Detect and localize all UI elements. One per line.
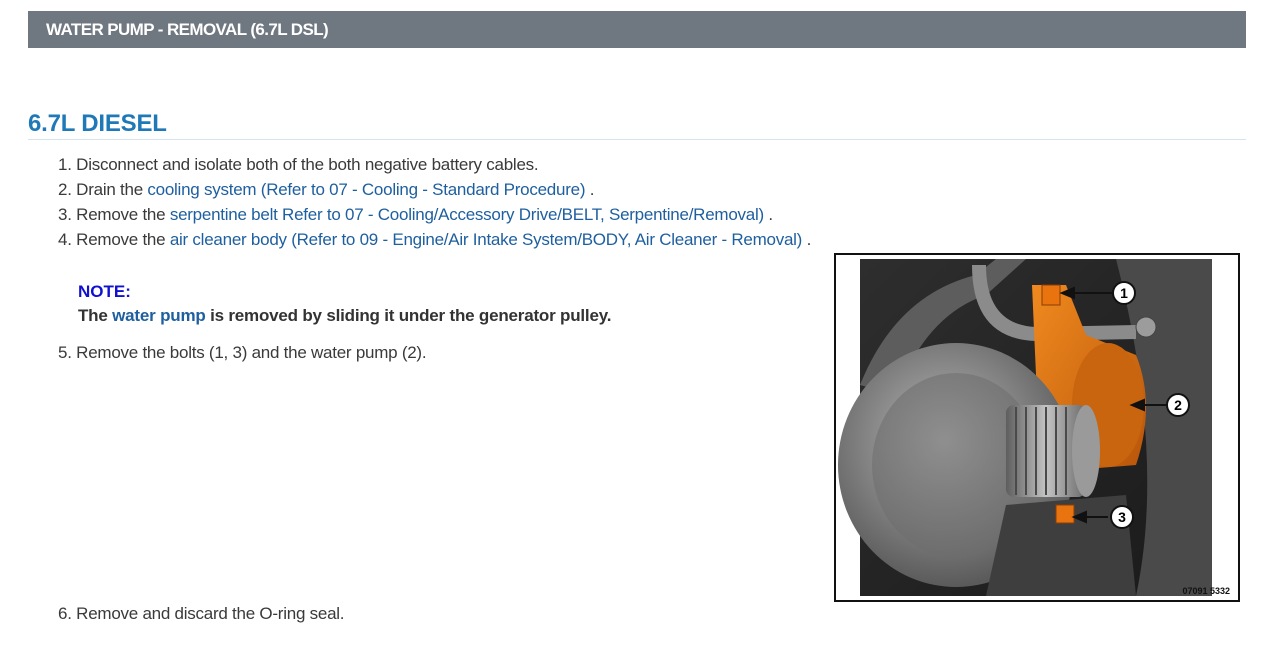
step-text: Disconnect and isolate both of the both negative battery cables. (76, 155, 539, 174)
callout-1-label: 1 (1120, 285, 1128, 301)
step-text: Remove the (76, 230, 170, 249)
callout-3-label: 3 (1118, 509, 1126, 525)
header-bar (28, 11, 1246, 48)
section-title: 6.7L DIESEL (28, 110, 167, 137)
note-text-end: is removed by sliding it under the generator pulley. (205, 306, 612, 325)
step-6 (58, 604, 344, 624)
bolt-1 (1042, 285, 1060, 305)
step-text-end: . (802, 230, 812, 249)
note-text-start: The (78, 306, 113, 325)
step-text: Remove the bolts (1, 3) and the water pump (2). (76, 343, 427, 362)
bolt-3 (1056, 505, 1074, 523)
air-cleaner-body-link[interactable]: air cleaner body (Refer to 09 - Engine/Air Intake System/BODY, Air Cleaner - Removal) (169, 230, 803, 249)
step-text: Remove the (76, 205, 170, 224)
section-divider (28, 139, 1246, 140)
note-label: NOTE: (78, 282, 131, 301)
step-text-end: . (585, 180, 595, 199)
engine-diagram (836, 255, 1238, 600)
note-text (78, 306, 611, 326)
water-pump-link[interactable]: water pump (112, 306, 206, 325)
serpentine-belt-link[interactable]: serpentine belt Refer to 07 - Cooling/Accessory Drive/BELT, Serpentine/Removal) (169, 205, 764, 224)
step-number: 5. (58, 343, 72, 362)
step-number: 1. (58, 155, 72, 174)
step-number: 2. (58, 180, 72, 199)
callout-3 (1111, 506, 1133, 528)
callout-2 (1167, 394, 1189, 416)
step-text-end: . (763, 205, 773, 224)
step-2 (58, 180, 594, 200)
step-5 (58, 343, 426, 363)
callout-1 (1113, 282, 1135, 304)
step-3 (58, 205, 773, 225)
step-text: Remove and discard the O-ring seal. (76, 604, 345, 623)
step-1 (58, 155, 538, 175)
step-number: 6. (58, 604, 72, 623)
cooling-system-link[interactable]: cooling system (Refer to 07 - Cooling - Standard Procedure) (147, 180, 586, 199)
page-title: WATER PUMP - REMOVAL (6.7L DSL) (46, 20, 329, 39)
callout-2-label: 2 (1174, 397, 1182, 413)
step-text: Drain the (76, 180, 148, 199)
figure-id: 07091 5332 (1182, 586, 1230, 596)
water-pump-illustration (834, 253, 1240, 602)
step-4 (58, 230, 811, 250)
step-number: 4. (58, 230, 72, 249)
step-number: 3. (58, 205, 72, 224)
tube-nut (1136, 317, 1156, 337)
